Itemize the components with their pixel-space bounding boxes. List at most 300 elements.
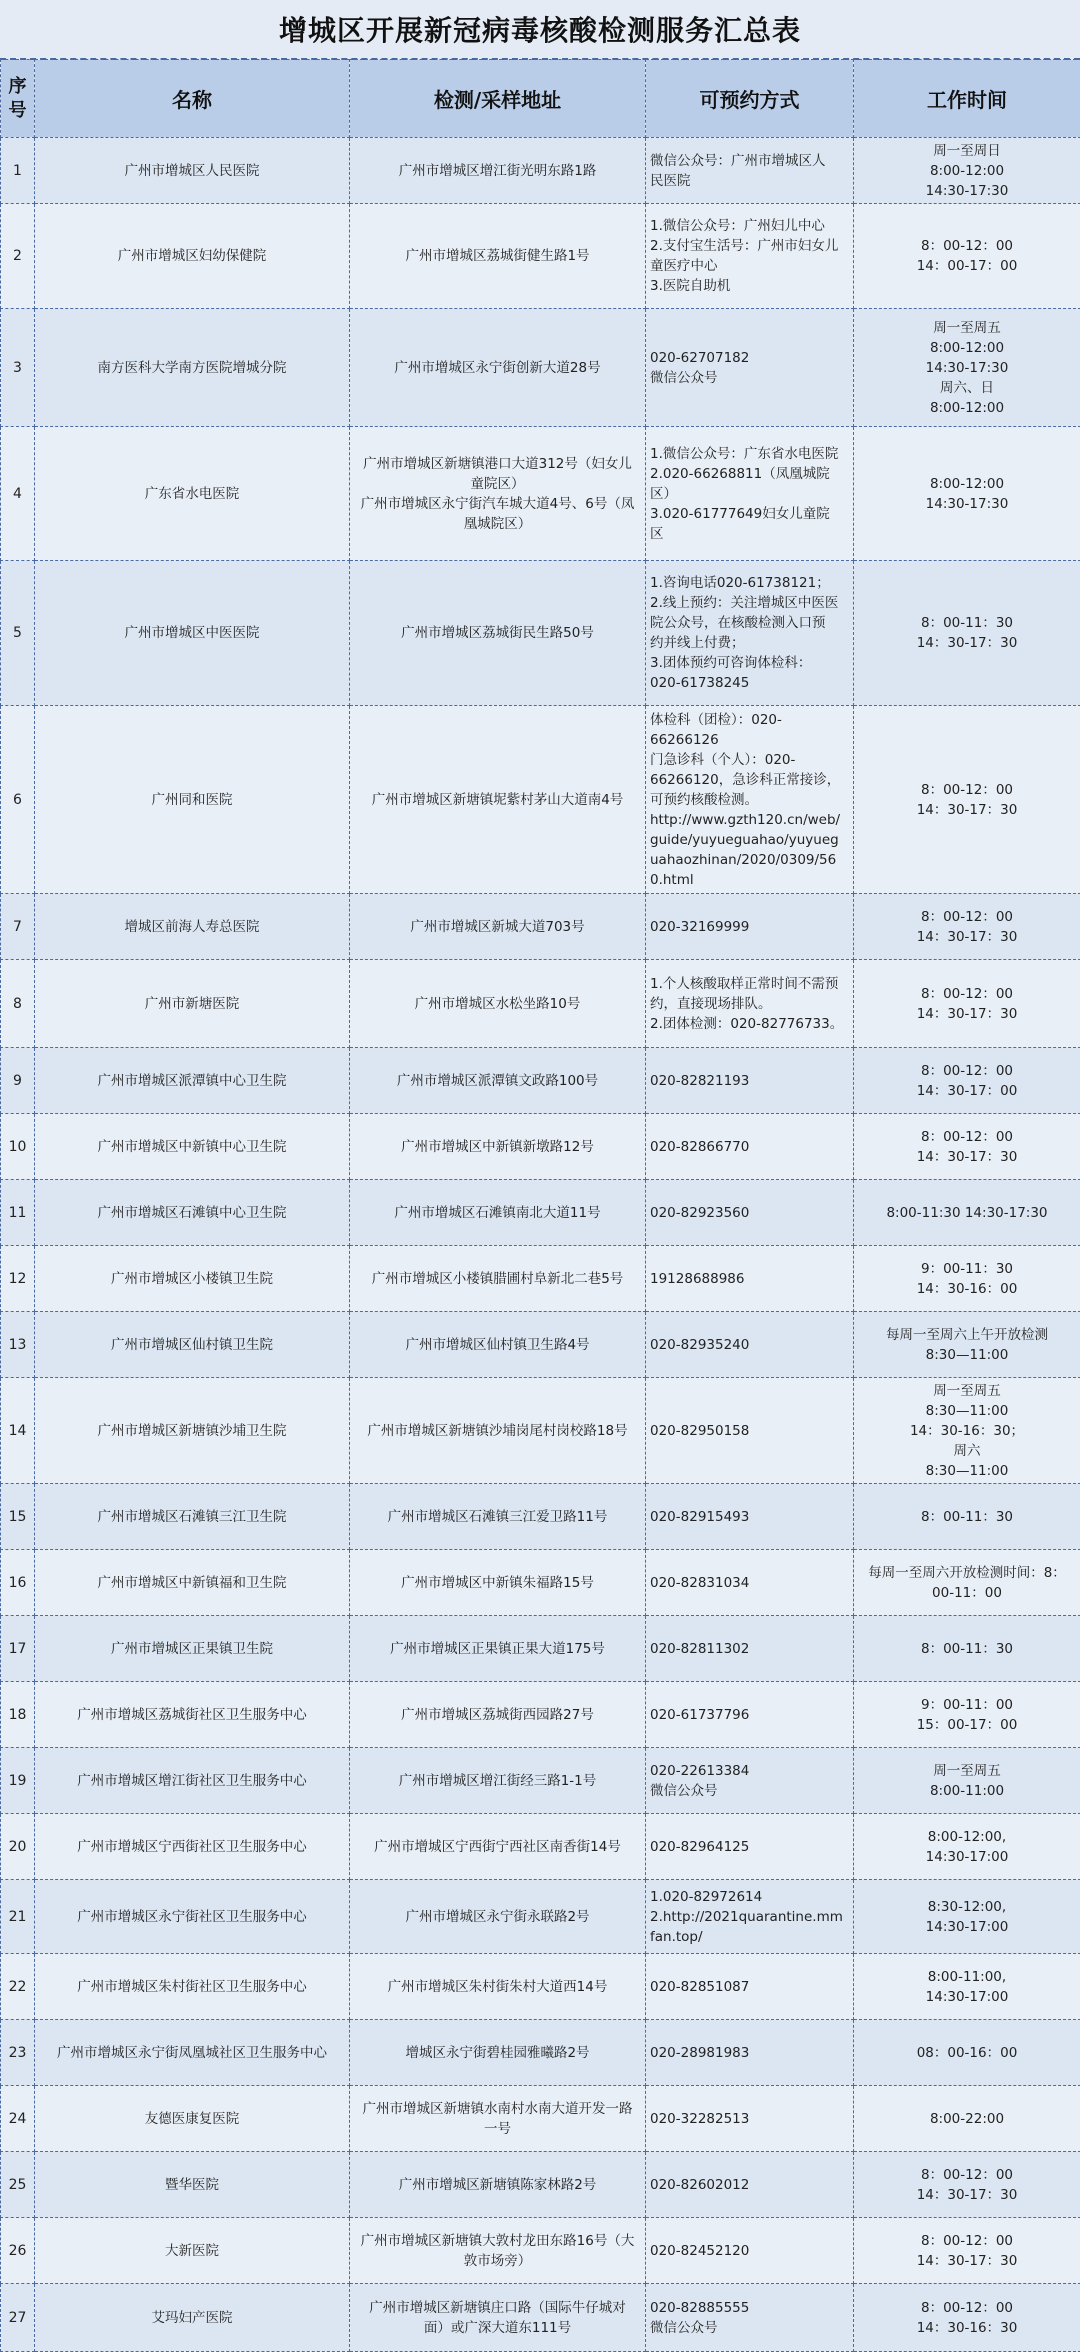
cell-booking: [646, 1814, 854, 1880]
cell-line: 广州市增城区妇幼保健院: [38, 246, 346, 266]
cell-line: 广州市增城区小楼镇腊圃村阜新北二巷5号: [353, 1269, 642, 1289]
cell-index: 27: [1, 2284, 35, 2352]
cell-line: 14：30-17：30: [857, 1147, 1077, 1167]
cell-line: 广州市新塘医院: [38, 994, 346, 1014]
cell-name: [35, 1378, 350, 1484]
cell-address: [350, 1880, 646, 1954]
cell-line: 020-82452120: [650, 2241, 850, 2261]
cell-line: 020-62707182: [650, 348, 850, 368]
cell-line: 0.html: [650, 870, 850, 890]
cell-name: [35, 1954, 350, 2020]
cell-line: 广州市增城区新塘镇港口大道312号（妇女儿: [353, 454, 642, 474]
table-row: [1, 894, 1080, 960]
cell-line: 1.微信公众号：广州妇儿中心: [650, 216, 850, 236]
cell-booking: [646, 1484, 854, 1550]
table-row: [1, 1484, 1080, 1550]
cell-hours: [854, 1048, 1080, 1114]
cell-line: 14:30-17:00: [857, 1847, 1077, 1867]
cell-line: 广州市增城区石滩镇中心卫生院: [38, 1203, 346, 1223]
table-row: [1, 1880, 1080, 1954]
cell-line: 广州市增城区新塘镇沙埔卫生院: [38, 1421, 346, 1441]
cell-line: 周一至周五: [857, 1381, 1077, 1401]
cell-booking: [646, 2218, 854, 2284]
cell-hours: [854, 1484, 1080, 1550]
cell-address: [350, 1748, 646, 1814]
cell-line: 广州市增城区新城大道703号: [353, 917, 642, 937]
cell-line: 14:30-17:30: [857, 181, 1077, 201]
cell-address: [350, 1954, 646, 2020]
cell-line: 8：00-12：00: [857, 780, 1077, 800]
table-row: [1, 561, 1080, 706]
cell-line: 8:00-11:30 14:30-17:30: [857, 1203, 1077, 1223]
cell-line: 14：30-17：30: [857, 800, 1077, 820]
cell-line: 广州市增城区增江街光明东路1路: [353, 161, 642, 181]
cell-line: 广州市增城区朱村街社区卫生服务中心: [38, 1977, 346, 1997]
cell-line: 8：00-12：00: [857, 2298, 1077, 2318]
cell-index: 24: [1, 2086, 35, 2152]
testing-services-table: [0, 59, 1080, 2352]
cell-line: 广州市增城区增江街经三路1-1号: [353, 1771, 642, 1791]
cell-line: 14：00-17：00: [857, 256, 1077, 276]
cell-line: 约并线上付费；: [650, 633, 850, 653]
cell-line: 14:30-17:00: [857, 1917, 1077, 1937]
cell-line: 广州市增城区中医医院: [38, 623, 346, 643]
cell-index: 10: [1, 1114, 35, 1180]
cell-line: guide/yuyueguahao/yuyueg: [650, 830, 850, 850]
cell-name: [35, 1748, 350, 1814]
cell-line: 可预约核酸检测。: [650, 790, 850, 810]
cell-line: 020-82964125: [650, 1837, 850, 1857]
cell-line: 敦市场旁）: [353, 2251, 642, 2271]
header-hours: 工作时间: [854, 60, 1080, 138]
cell-address: [350, 1550, 646, 1616]
cell-booking: [646, 2152, 854, 2218]
cell-line: 友德医康复医院: [38, 2109, 346, 2129]
cell-address: [350, 960, 646, 1048]
cell-line: uahaozhinan/2020/0309/56: [650, 850, 850, 870]
table-row: [1, 1550, 1080, 1616]
cell-line: 020-82915493: [650, 1507, 850, 1527]
cell-line: 院公众号，在核酸检测入口预: [650, 613, 850, 633]
cell-address: [350, 1682, 646, 1748]
cell-line: 8：00-12：00: [857, 2165, 1077, 2185]
cell-line: 14：30-16：00: [857, 1279, 1077, 1299]
cell-name: [35, 706, 350, 894]
cell-name: [35, 2020, 350, 2086]
cell-line: 020-28981983: [650, 2043, 850, 2063]
cell-booking: [646, 427, 854, 561]
table-row: [1, 2218, 1080, 2284]
cell-hours: [854, 1616, 1080, 1682]
cell-index: 25: [1, 2152, 35, 2218]
cell-line: 8：00-12：00: [857, 1127, 1077, 1147]
cell-line: 广州市增城区荔城街健生路1号: [353, 246, 642, 266]
cell-line: 广州市增城区永宁街社区卫生服务中心: [38, 1907, 346, 1927]
cell-address: [350, 427, 646, 561]
table-row: [1, 960, 1080, 1048]
header-name: 名称: [35, 60, 350, 138]
cell-hours: [854, 2020, 1080, 2086]
cell-line: 8:00-12:00: [857, 474, 1077, 494]
table-row: [1, 2284, 1080, 2352]
cell-line: 艾玛妇产医院: [38, 2308, 346, 2328]
cell-line: 14：30-17：30: [857, 2185, 1077, 2205]
cell-line: 8:30-12:00,: [857, 1897, 1077, 1917]
cell-line: 广州市增城区中新镇中心卫生院: [38, 1137, 346, 1157]
cell-booking: [646, 1114, 854, 1180]
header-row: [1, 60, 1080, 138]
cell-line: 广州市增城区新塘镇坭紫村茅山大道南4号: [353, 790, 642, 810]
cell-booking: [646, 1616, 854, 1682]
cell-index: 8: [1, 960, 35, 1048]
cell-line: 8：00-12：00: [857, 2231, 1077, 2251]
cell-line: 广州市增城区仙村镇卫生院: [38, 1335, 346, 1355]
cell-hours: [854, 1378, 1080, 1484]
cell-line: 020-82885555: [650, 2298, 850, 2318]
cell-name: [35, 1246, 350, 1312]
cell-line: 广州市增城区人民医院: [38, 161, 346, 181]
cell-index: 1: [1, 138, 35, 204]
cell-name: [35, 894, 350, 960]
cell-hours: [854, 1312, 1080, 1378]
cell-line: 020-61738245: [650, 673, 850, 693]
cell-name: [35, 2218, 350, 2284]
cell-name: [35, 1814, 350, 1880]
cell-index: 18: [1, 1682, 35, 1748]
cell-line: 3.团体预约可咨询体检科：: [650, 653, 850, 673]
header-address: 检测/采样地址: [350, 60, 646, 138]
cell-line: 1.咨询电话020-61738121；: [650, 573, 850, 593]
table-row: [1, 1814, 1080, 1880]
cell-index: 16: [1, 1550, 35, 1616]
table-row: [1, 204, 1080, 309]
cell-line: 广州市增城区荔城街社区卫生服务中心: [38, 1705, 346, 1725]
cell-line: 8：00-11：30: [857, 1639, 1077, 1659]
cell-booking: [646, 1880, 854, 1954]
cell-hours: [854, 1246, 1080, 1312]
cell-hours: [854, 309, 1080, 427]
cell-line: 8:30—11:00: [857, 1401, 1077, 1421]
cell-line: 广州市增城区永宁街凤凰城社区卫生服务中心: [38, 2043, 346, 2063]
cell-name: [35, 1550, 350, 1616]
table-row: [1, 138, 1080, 204]
cell-address: [350, 1246, 646, 1312]
cell-line: 暨华医院: [38, 2175, 346, 2195]
cell-name: [35, 2086, 350, 2152]
cell-line: 1.微信公众号：广东省水电医院: [650, 444, 850, 464]
table-row: [1, 1048, 1080, 1114]
cell-line: 区）: [650, 484, 850, 504]
cell-line: 9：00-11：30: [857, 1259, 1077, 1279]
cell-line: 2.支付宝生活号：广州市妇女儿: [650, 236, 850, 256]
cell-line: 020-82602012: [650, 2175, 850, 2195]
cell-name: [35, 2152, 350, 2218]
cell-hours: [854, 1814, 1080, 1880]
cell-line: 14:30-17:30: [857, 494, 1077, 514]
cell-line: 8:30—11:00: [857, 1461, 1077, 1481]
cell-index: 19: [1, 1748, 35, 1814]
cell-line: 66266126: [650, 730, 850, 750]
cell-hours: [854, 1114, 1080, 1180]
cell-address: [350, 309, 646, 427]
cell-line: 020-82831034: [650, 1573, 850, 1593]
cell-hours: [854, 1180, 1080, 1246]
cell-line: 8：00-11：30: [857, 1507, 1077, 1527]
table-row: [1, 2086, 1080, 2152]
cell-index: 5: [1, 561, 35, 706]
cell-address: [350, 1312, 646, 1378]
cell-address: [350, 204, 646, 309]
cell-line: 广州市增城区仙村镇卫生路4号: [353, 1335, 642, 1355]
cell-index: 20: [1, 1814, 35, 1880]
cell-hours: [854, 1550, 1080, 1616]
cell-line: 广州市增城区派潭镇中心卫生院: [38, 1071, 346, 1091]
cell-hours: [854, 2152, 1080, 2218]
cell-line: 020-82866770: [650, 1137, 850, 1157]
cell-hours: [854, 960, 1080, 1048]
cell-line: 020-32282513: [650, 2109, 850, 2129]
cell-address: [350, 1814, 646, 1880]
cell-line: 14：30-17：30: [857, 633, 1077, 653]
cell-hours: [854, 2284, 1080, 2352]
table-row: [1, 2152, 1080, 2218]
cell-address: [350, 1378, 646, 1484]
cell-booking: [646, 1048, 854, 1114]
cell-line: 2.020-66268811（凤凰城院: [650, 464, 850, 484]
cell-index: 11: [1, 1180, 35, 1246]
cell-line: 8:30—11:00: [857, 1345, 1077, 1365]
cell-name: [35, 1312, 350, 1378]
cell-line: 广州市增城区新塘镇大敦村龙田东路16号（大: [353, 2231, 642, 2251]
cell-address: [350, 2086, 646, 2152]
cell-line: 广州市增城区新塘镇水南村水南大道开发一路: [353, 2099, 642, 2119]
cell-address: [350, 1616, 646, 1682]
cell-line: 广州市增城区宁西街宁西社区南香街14号: [353, 1837, 642, 1857]
cell-name: [35, 960, 350, 1048]
cell-name: [35, 2284, 350, 2352]
cell-address: [350, 2284, 646, 2352]
cell-index: 22: [1, 1954, 35, 2020]
table-row: [1, 1312, 1080, 1378]
cell-line: 8：00-12：00: [857, 907, 1077, 927]
cell-line: 020-82923560: [650, 1203, 850, 1223]
cell-line: 广州市增城区宁西街社区卫生服务中心: [38, 1837, 346, 1857]
cell-line: 广州市增城区永宁街永联路2号: [353, 1907, 642, 1927]
cell-line: 每周一至周六开放检测时间：8：: [857, 1563, 1077, 1583]
cell-line: 66266120，急诊科正常接诊，: [650, 770, 850, 790]
cell-booking: [646, 309, 854, 427]
cell-address: [350, 1180, 646, 1246]
cell-booking: [646, 2284, 854, 2352]
header-booking: 可预约方式: [646, 60, 854, 138]
cell-line: 14：30-16：30；: [857, 1421, 1077, 1441]
cell-line: 区: [650, 524, 850, 544]
cell-address: [350, 2152, 646, 2218]
cell-booking: [646, 2020, 854, 2086]
cell-line: 14：30-17：30: [857, 927, 1077, 947]
cell-line: 020-61737796: [650, 1705, 850, 1725]
cell-line: 00-11：00: [857, 1583, 1077, 1603]
cell-line: 广州市增城区新塘镇沙埔岗尾村岗校路18号: [353, 1421, 642, 1441]
cell-booking: [646, 138, 854, 204]
cell-line: 14:30-17:30: [857, 358, 1077, 378]
cell-line: 14：30-17：00: [857, 1081, 1077, 1101]
cell-line: 微信公众号: [650, 368, 850, 388]
cell-line: 9：00-11：00: [857, 1695, 1077, 1715]
table-row: [1, 1616, 1080, 1682]
cell-line: 广州市增城区派潭镇文政路100号: [353, 1071, 642, 1091]
cell-booking: [646, 1312, 854, 1378]
cell-address: [350, 138, 646, 204]
cell-line: 面）或广深大道东111号: [353, 2318, 642, 2338]
cell-line: 14：30-17：30: [857, 1004, 1077, 1024]
cell-line: 童医疗中心: [650, 256, 850, 276]
table-row: [1, 2020, 1080, 2086]
cell-name: [35, 427, 350, 561]
table-row: [1, 1114, 1080, 1180]
cell-line: 8：00-12：00: [857, 236, 1077, 256]
cell-hours: [854, 1682, 1080, 1748]
cell-address: [350, 561, 646, 706]
cell-line: 每周一至周六上午开放检测: [857, 1325, 1077, 1345]
cell-booking: [646, 204, 854, 309]
cell-booking: [646, 1954, 854, 2020]
cell-line: 8:00-12:00: [857, 338, 1077, 358]
cell-line: 广州市增城区新塘镇陈家林路2号: [353, 2175, 642, 2195]
cell-index: 21: [1, 1880, 35, 1954]
cell-line: 广州市增城区水松坐路10号: [353, 994, 642, 1014]
cell-index: 13: [1, 1312, 35, 1378]
cell-line: 周一至周五: [857, 318, 1077, 338]
cell-line: 8:00-12:00: [857, 161, 1077, 181]
cell-name: [35, 1484, 350, 1550]
cell-line: 广州市增城区中新镇新墩路12号: [353, 1137, 642, 1157]
cell-line: 增城区永宁街碧桂园雅曦路2号: [353, 2043, 642, 2063]
cell-name: [35, 138, 350, 204]
cell-name: [35, 309, 350, 427]
cell-hours: [854, 1748, 1080, 1814]
cell-booking: [646, 1180, 854, 1246]
cell-line: 8:00-11:00: [857, 1781, 1077, 1801]
cell-hours: [854, 204, 1080, 309]
cell-address: [350, 706, 646, 894]
cell-line: 8：00-11：30: [857, 613, 1077, 633]
cell-name: [35, 1682, 350, 1748]
cell-line: 童院区）: [353, 474, 642, 494]
cell-line: 020-82950158: [650, 1421, 850, 1441]
cell-index: 9: [1, 1048, 35, 1114]
table-row: [1, 1748, 1080, 1814]
cell-name: [35, 561, 350, 706]
cell-line: 广州市增城区荔城街民生路50号: [353, 623, 642, 643]
cell-line: 15：00-17：00: [857, 1715, 1077, 1735]
cell-line: 体检科（团检）：020-: [650, 710, 850, 730]
cell-line: 门急诊科（个人）：020-: [650, 750, 850, 770]
cell-line: 增城区前海人寿总医院: [38, 917, 346, 937]
cell-hours: [854, 561, 1080, 706]
cell-name: [35, 1880, 350, 1954]
cell-line: 8:00-11:00,: [857, 1967, 1077, 1987]
cell-line: 1.020-82972614: [650, 1887, 850, 1907]
cell-booking: [646, 561, 854, 706]
cell-line: 微信公众号: [650, 1781, 850, 1801]
cell-line: 14：30-16：30: [857, 2318, 1077, 2338]
cell-line: 2.线上预约：关注增城区中医医: [650, 593, 850, 613]
cell-line: 8：00-12：00: [857, 984, 1077, 1004]
cell-line: 凰城院区）: [353, 514, 642, 534]
cell-line: 广州市增城区增江街社区卫生服务中心: [38, 1771, 346, 1791]
cell-line: 020-82935240: [650, 1335, 850, 1355]
cell-line: 2.http://2021quarantine.mm: [650, 1907, 850, 1927]
cell-line: fan.top/: [650, 1927, 850, 1947]
cell-line: 14：30-17：30: [857, 2251, 1077, 2271]
cell-line: 大新医院: [38, 2241, 346, 2261]
table-row: [1, 1378, 1080, 1484]
cell-hours: [854, 894, 1080, 960]
cell-index: 14: [1, 1378, 35, 1484]
cell-line: 020-82851087: [650, 1977, 850, 1997]
cell-line: 微信公众号: [650, 2318, 850, 2338]
cell-line: 8:00-12:00,: [857, 1827, 1077, 1847]
cell-index: 12: [1, 1246, 35, 1312]
cell-booking: [646, 1378, 854, 1484]
cell-index: 2: [1, 204, 35, 309]
cell-line: 广东省水电医院: [38, 484, 346, 504]
cell-line: 广州市增城区小楼镇卫生院: [38, 1269, 346, 1289]
cell-booking: [646, 2086, 854, 2152]
table-body: [1, 138, 1080, 2352]
cell-line: 约，直接现场排队。: [650, 994, 850, 1014]
cell-line: 020-82821193: [650, 1071, 850, 1091]
cell-line: 8:00-12:00: [857, 398, 1077, 418]
cell-booking: [646, 1748, 854, 1814]
cell-line: 微信公众号：广州市增城区人: [650, 151, 850, 171]
cell-line: 周六、日: [857, 378, 1077, 398]
cell-index: 17: [1, 1616, 35, 1682]
cell-line: 广州市增城区新塘镇庄口路（国际牛仔城对: [353, 2298, 642, 2318]
cell-address: [350, 1048, 646, 1114]
cell-line: 广州市增城区正果镇卫生院: [38, 1639, 346, 1659]
cell-address: [350, 1484, 646, 1550]
cell-index: 4: [1, 427, 35, 561]
cell-line: 020-22613384: [650, 1761, 850, 1781]
cell-address: [350, 1114, 646, 1180]
cell-address: [350, 2218, 646, 2284]
cell-line: 广州市增城区永宁街汽车城大道4号、6号（凤: [353, 494, 642, 514]
cell-name: [35, 1048, 350, 1114]
cell-line: 一号: [353, 2119, 642, 2139]
cell-line: 周一至周五: [857, 1761, 1077, 1781]
cell-line: 020-82811302: [650, 1639, 850, 1659]
cell-booking: [646, 960, 854, 1048]
cell-hours: [854, 1880, 1080, 1954]
cell-line: 19128688986: [650, 1269, 850, 1289]
cell-index: 3: [1, 309, 35, 427]
cell-line: 广州市增城区朱村街朱村大道西14号: [353, 1977, 642, 1997]
cell-line: 广州同和医院: [38, 790, 346, 810]
cell-line: 广州市增城区中新镇朱福路15号: [353, 1573, 642, 1593]
cell-line: 3.020-61777649妇女儿童院: [650, 504, 850, 524]
cell-line: 周六: [857, 1441, 1077, 1461]
cell-booking: [646, 706, 854, 894]
cell-name: [35, 1114, 350, 1180]
cell-hours: [854, 1954, 1080, 2020]
cell-line: 08：00-16：00: [857, 2043, 1077, 2063]
table-row: [1, 1682, 1080, 1748]
cell-line: 广州市增城区石滩镇三江卫生院: [38, 1507, 346, 1527]
cell-index: 15: [1, 1484, 35, 1550]
cell-line: 广州市增城区荔城街西园路27号: [353, 1705, 642, 1725]
